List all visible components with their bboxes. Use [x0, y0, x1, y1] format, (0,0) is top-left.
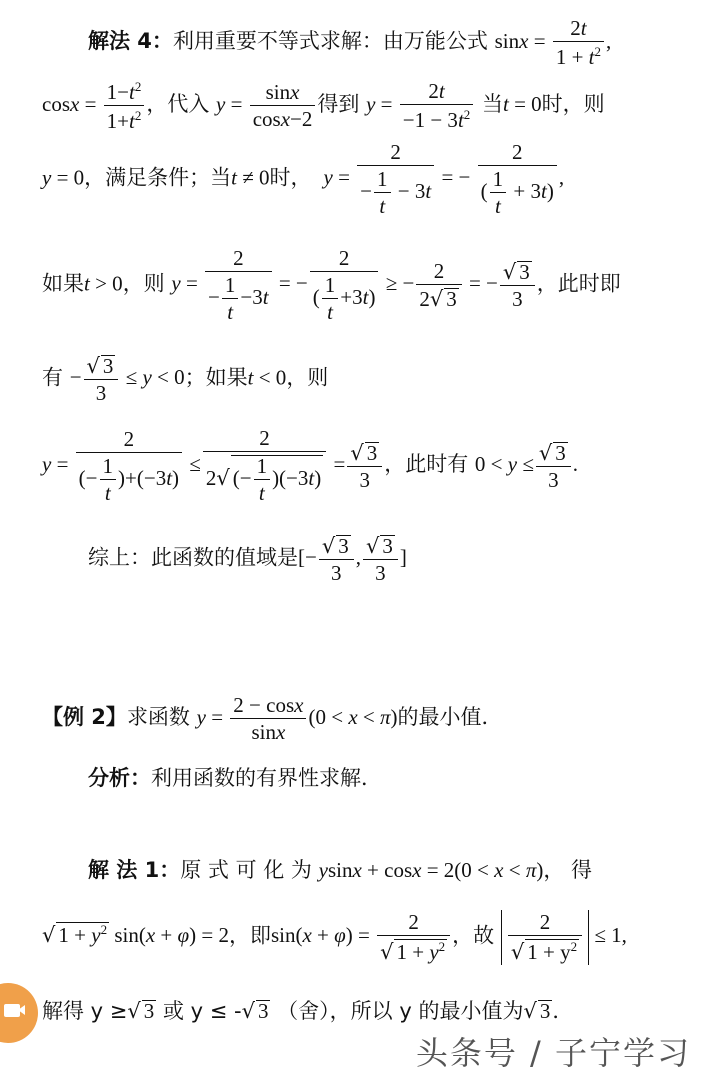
method4-line3: y = 0，满足条件；当t ≠ 0时， y = 2 − $\frac{1}{t}$ − 3t = − 2 ( $\frac{1}{t}$ + 3t) , — [42, 140, 565, 218]
method4-line4: 如果t > 0，则 y = 2 − $\frac{1}{t}$ −3t = − 2 ( $\frac{1}{t}$ +3t) ≥ − $\frac{2}{2√ 3}$ = − $\frac{√ 3}{3}$ ，此时即 — [42, 246, 621, 324]
method4-summary: 综上：此函数的值域是[− $\frac{√ 3}{3}$ , $\frac{√ 3}{3}$ ] — [88, 534, 407, 585]
formula-y-t: y = $\frac{2t}{-1 - 3t^2}$ — [366, 92, 475, 116]
formula-cosx: cosx = $\frac{1-t^2}{1+t^2}$ — [42, 92, 146, 116]
method1-line1: 解 法 1：原 式 可 化 为 ysinx + cosx = 2(0 < x < π)， 得 — [88, 858, 593, 882]
method4-line1 — [88, 18, 611, 68]
floating-camera-button[interactable] — [0, 983, 38, 1043]
method1-line3: 解得 y ≥√ 3 或 y ≤ -√ 3 （舍），所以 y 的最小值为√ 3． — [42, 999, 574, 1023]
method1-heading: 解 法 1： — [88, 858, 181, 882]
method4-line5: 有 − $\frac{√ 3}{3}$ ≤ y < 0；如果t < 0，则 — [42, 354, 329, 405]
method4-intro: 利用重要不等式求解：由万能公式 — [172, 28, 488, 53]
formula-y: y = $\frac{\sin x}{\cos x-2}$ — [216, 92, 317, 116]
watermark: 头条号 / 子宁学习 — [415, 1034, 691, 1072]
example2-analysis: 分析：利用函数的有界性求解． — [88, 766, 382, 790]
formula-ineq-pos: y = 2 − $\frac{1}{t}$ −3t = − 2 ( $\frac{1}{t}$ +3t) ≥ − $\frac{2}{2√ 3}$ = − $\frac{√ 3}{3}$ — [171, 271, 536, 295]
method4-line2: cosx = $\frac{1-t^2}{1+t^2}$ ，代入 y = $\frac{\sin x}{\cos x-2}$ 得到 y = $\frac{2t}{-1 - 3t^2}$ 当t = 0时，则 — [42, 79, 605, 133]
example2-tag: 【例 2】 — [42, 704, 127, 729]
method4-line6: y = 2 (− $\frac{1}{t}$ )+(−3t) ≤ 2 2√ (− $\frac{1}{t}$ )(−3t) = $\frac{√ 3}{3}$ ，此时有 0 < y ≤ $\frac{√ 3}{3}$ . — [42, 426, 579, 505]
example2-question: 【例 2】求函数 y = $\frac{2 - \cos x}{\sin x}$ (0 < x < π)的最小值． — [42, 693, 503, 744]
method4-heading: 解法 4： — [88, 28, 173, 53]
method1-line2: √ $1 + y^2$ sin(x + φ) = 2，即sin(x + φ) = $\frac{2}{√ 1 + y^2}$ ，故 $\frac{2}{√ 1 + y^2}$ ≤ 1, — [42, 910, 627, 964]
formula-ineq-neg: y = 2 (− $\frac{1}{t}$ )+(−3t) ≤ 2 2√ (− $\frac{1}{t}$ )(−3t) = $\frac{√ 3}{3}$ — [42, 452, 384, 476]
formula-sinx: sinx = $\frac{2t}{1 + t^2}$ , — [494, 16, 612, 69]
formula-y-split: y = 2 − $\frac{1}{t}$ − 3t = − 2 ( $\frac{1}{t}$ + 3t) , — [323, 140, 565, 218]
